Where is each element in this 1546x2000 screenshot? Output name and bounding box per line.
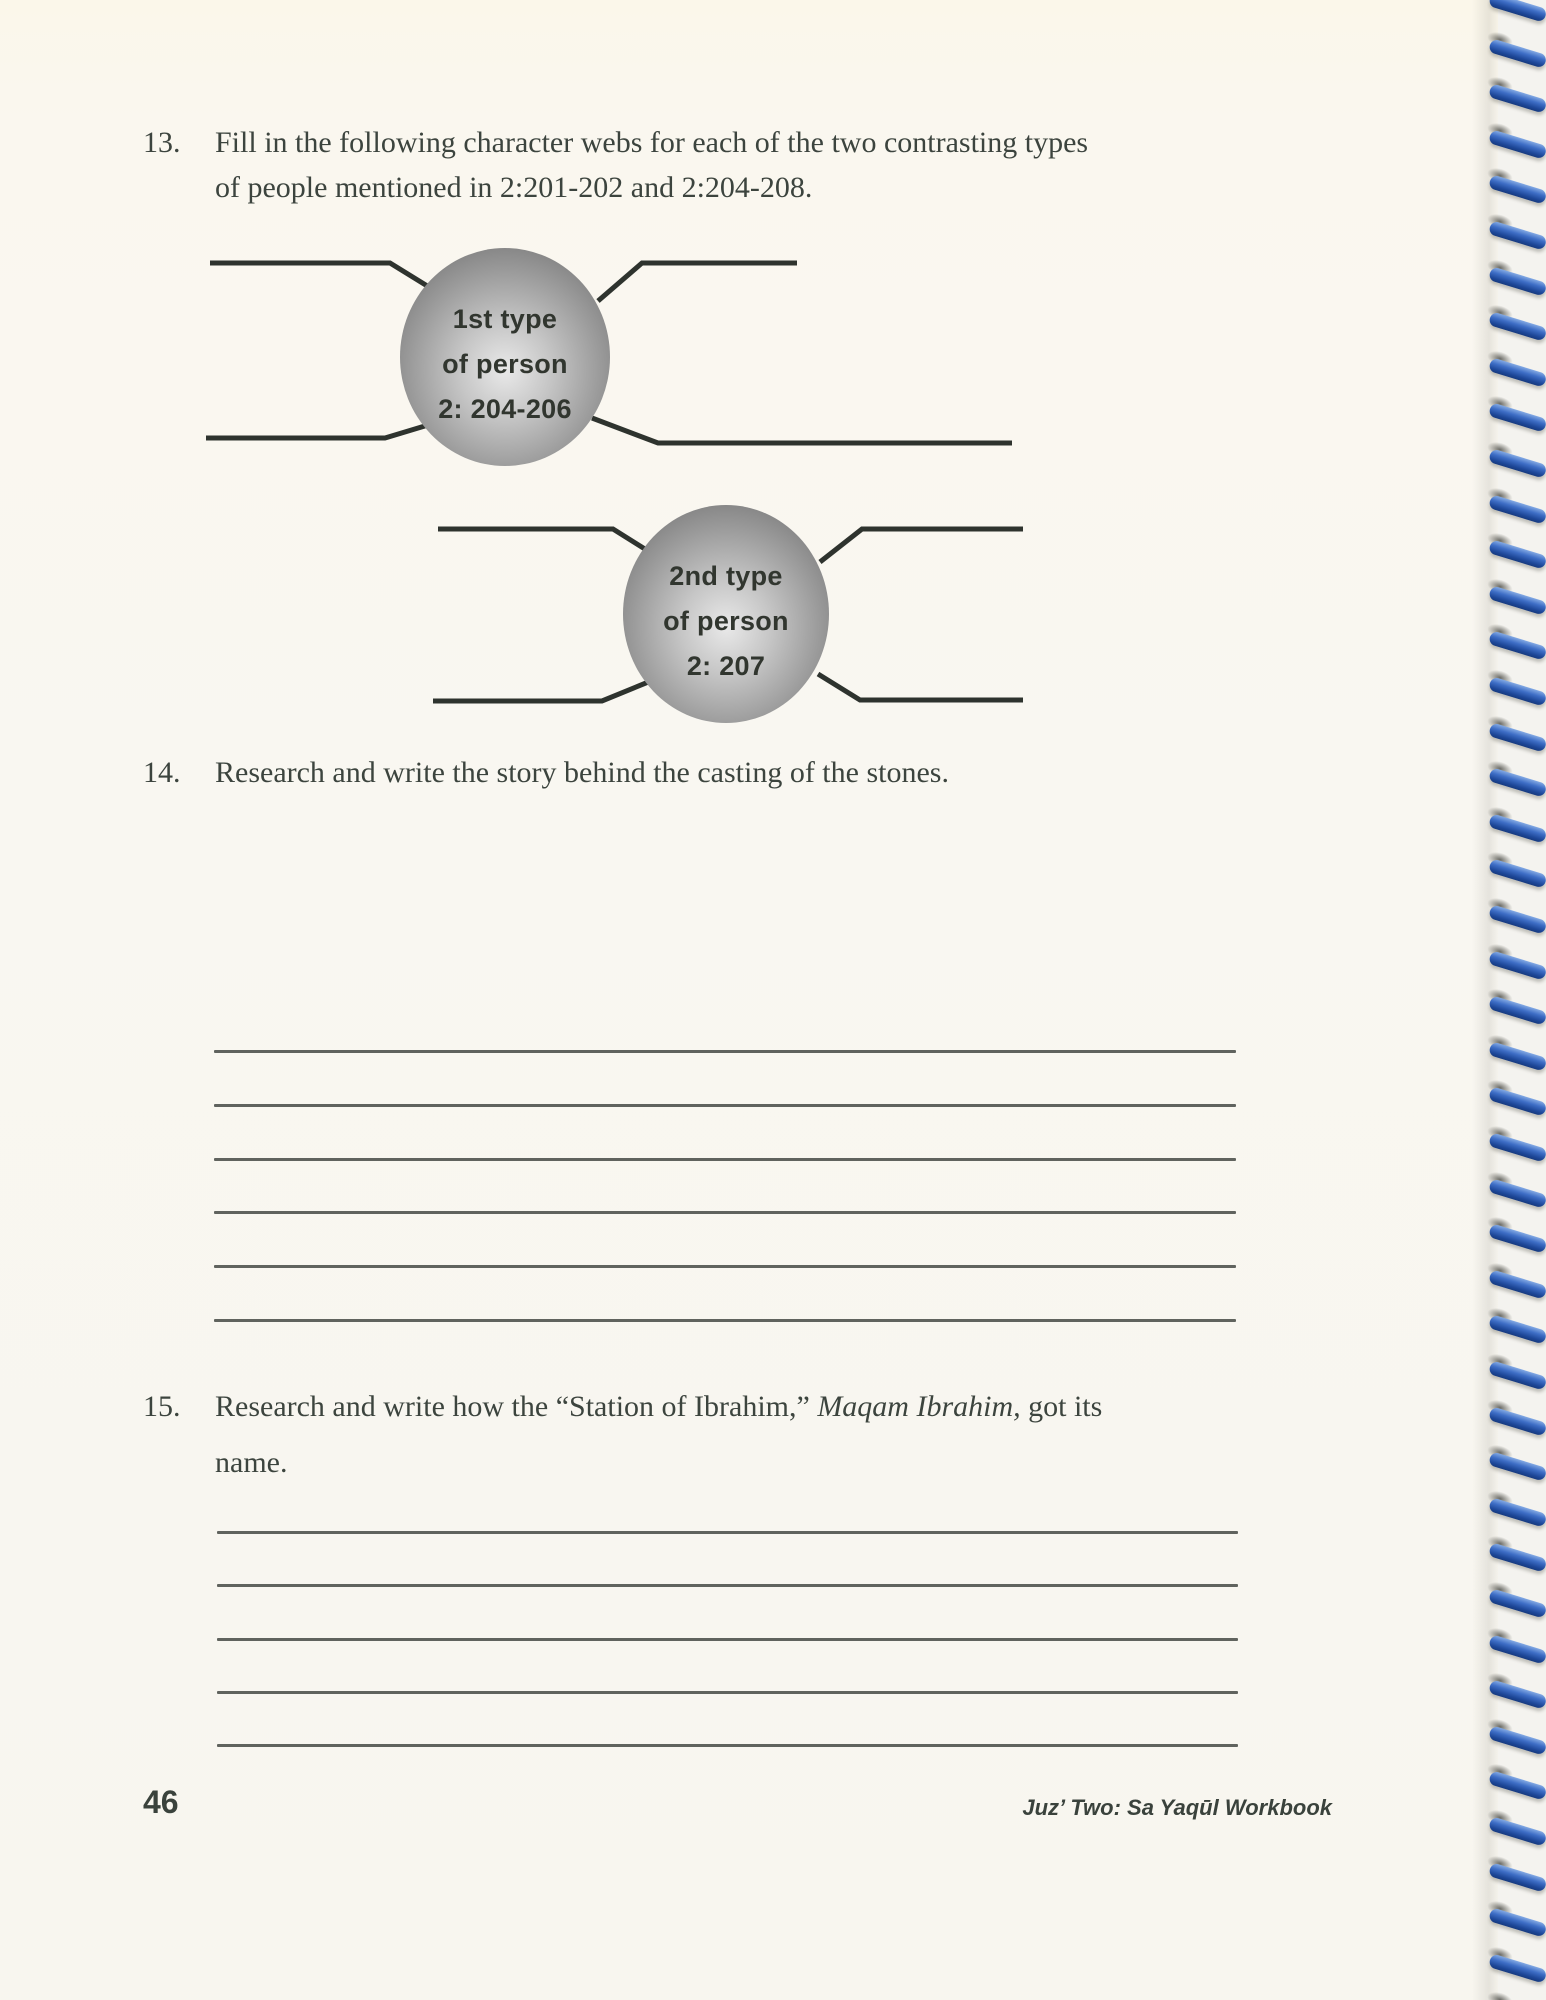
answer-line: [217, 1638, 1238, 1641]
answer-line: [217, 1691, 1238, 1694]
question-15-text-italic: Maqam Ibrahim,: [817, 1390, 1021, 1423]
web1-label-line3: 2: 204-206: [438, 393, 572, 424]
question-14-text: Research and write the story behind the casting of the stones.: [215, 756, 949, 789]
web1-line-top-right: [598, 263, 797, 301]
web2-label: [623, 522, 829, 720]
answer-line: [214, 1104, 1236, 1107]
question-15-text-start: Research and write how the “Station of Ibrahim,”: [215, 1390, 818, 1423]
web1-label: [400, 264, 610, 464]
question-13-text-line2: of people mentioned in 2:201-202 and 2:204-208.: [215, 171, 813, 204]
answer-line: [214, 1158, 1236, 1161]
page-number: 46: [143, 1784, 179, 1820]
answer-line: [214, 1211, 1236, 1214]
web2-label-line1: 2nd type: [669, 560, 783, 591]
web2-line-top-right: [820, 529, 1023, 562]
answer-line: [217, 1744, 1238, 1747]
question-14-number: 14.: [143, 756, 181, 789]
question-15-number: 15.: [143, 1390, 181, 1423]
question-15-text-end: got its: [1020, 1390, 1103, 1423]
question-15-text-line2: name.: [215, 1446, 288, 1479]
answer-line: [217, 1584, 1238, 1587]
web1-line-bottom-right: [592, 418, 1012, 443]
answer-line: [217, 1531, 1238, 1534]
web2-label-line2: of person: [663, 605, 789, 636]
question-13-number: 13.: [143, 126, 181, 159]
question-13-text-line1: Fill in the following character webs for each of the two contrasting types: [215, 126, 1089, 159]
web1-label-line2: of person: [442, 348, 568, 379]
web2-line-bottom-right: [818, 674, 1023, 700]
web2-label-line3: 2: 207: [686, 650, 766, 681]
answer-line: [214, 1050, 1236, 1053]
web1-label-line1: 1st type: [452, 303, 558, 334]
question-15-text-line1: [215, 1390, 1102, 1424]
footer-book-title: Juz’ Two: Sa Yaqūl Workbook: [1022, 1795, 1332, 1820]
character-web-diagrams: [200, 240, 1030, 740]
answer-line: [214, 1265, 1236, 1268]
answer-line: [214, 1319, 1236, 1322]
